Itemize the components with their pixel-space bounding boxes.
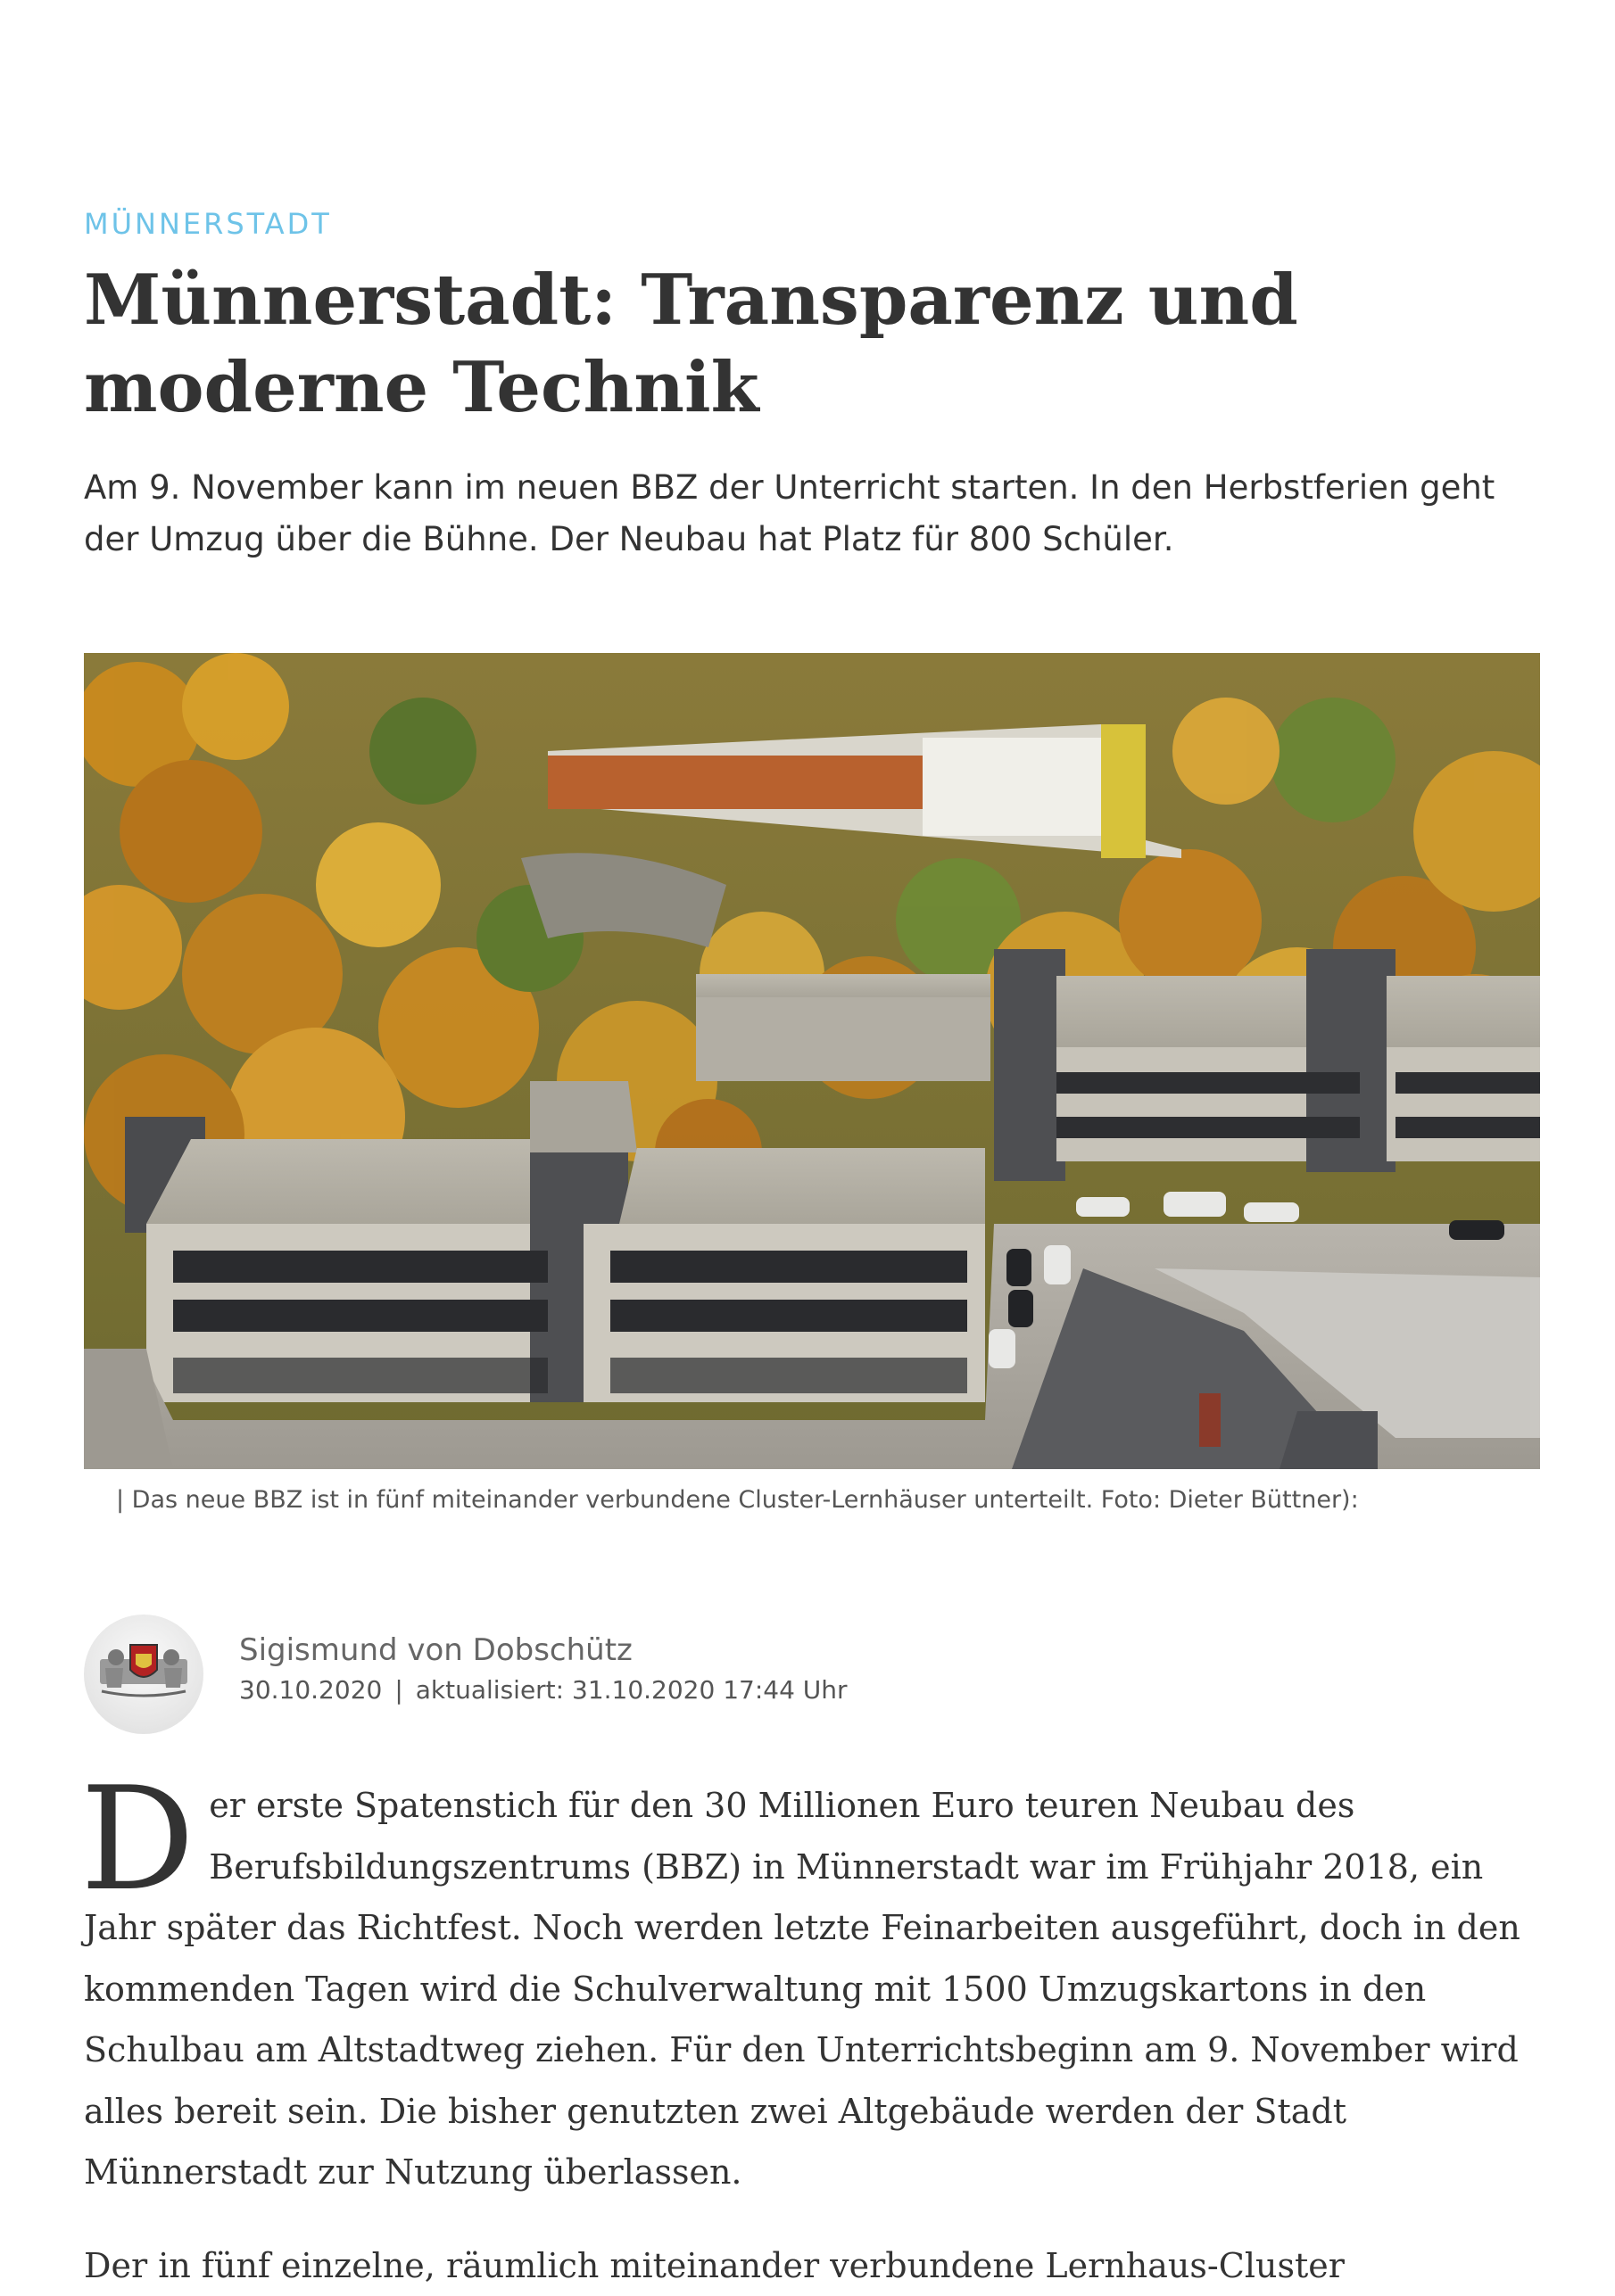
- meta-separator: |: [394, 1675, 403, 1705]
- article-paragraph: [80, 1755, 1547, 2203]
- coat-of-arms-icon: [84, 1615, 203, 1734]
- image-caption: | Das neue BBZ ist in fünf miteinander verbundene Cluster-Lernhäuser unterteilt. Foto: Dieter Büttner):: [116, 1486, 1359, 1514]
- paragraph-text: er erste Spatenstich für den 30 Millionen Euro teuren Neubau des Berufsbildungszentrums (BBZ) in Münnerstadt war im Frühjahr 2018, ein Jahr später das Richtfest. Noch werden letzte Feinarbeiten ausgeführt, doch in den kommenden Tagen wird die Schulverwaltung mit 1500 Umzugskartons in den Schulbau am Altstadtweg ziehen. Für den Unterrichtsbeginn am 9. November wird alles bereit sein. Die bisher genutzten zwei Altgebäude werden der Stadt Münnerstadt zur Nutzung überlassen.: [84, 1786, 1520, 2192]
- article-headline: Münnerstadt: Transparenz und moderne Technik: [84, 260, 1298, 428]
- updated-date: aktualisiert: 31.10.2020 17:44 Uhr: [415, 1675, 848, 1705]
- article-paragraph-2: Der in fünf einzelne, räumlich miteinander verbundene Lernhaus-Cluster: [84, 2246, 1345, 2285]
- article-lead: Am 9. November kann im neuen BBZ der Unterricht starten. In den Herbstferien geht der Umzug über die Bühne. Der Neubau hat Platz für 800 Schüler.: [84, 468, 1495, 558]
- publish-meta: [239, 1675, 848, 1705]
- author-avatar[interactable]: [84, 1615, 203, 1734]
- drop-cap: D: [80, 1755, 195, 1922]
- hero-image[interactable]: [84, 653, 1540, 1469]
- section-kicker[interactable]: MÜNNERSTADT: [84, 207, 332, 241]
- publish-date: 30.10.2020: [239, 1675, 383, 1705]
- author-name[interactable]: Sigismund von Dobschütz: [239, 1632, 633, 1668]
